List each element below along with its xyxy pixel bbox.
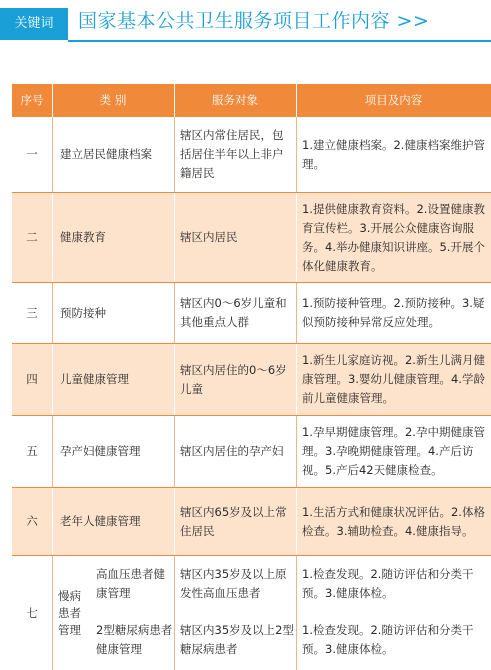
row-target: 辖区内居住的0～6岁儿童 xyxy=(180,362,287,396)
row-category: 慢病患者管理 xyxy=(58,588,81,637)
row-no: 三 xyxy=(26,305,38,320)
col-header-no: 序号 xyxy=(20,93,44,107)
row-content: 1.提供健康教育资料。2.设置健康教育宣传栏。3.开展公众健康咨询服务。4.举办健康知识讲座。5.开展个体化健康教育。 xyxy=(302,201,485,273)
row-target: 辖区内居民 xyxy=(180,230,238,244)
row-category: 预防接种 xyxy=(60,305,106,320)
row-no: 七 xyxy=(26,605,38,620)
sub-row-category: 高血压患者健康管理 xyxy=(96,567,165,600)
row-content: 1.新生儿家庭访视。2.新生儿满月健康管理。3.婴幼儿健康管理。4.学龄前儿童健康管理。 xyxy=(302,353,485,405)
sub-row-content: 1.检查发现。2.随访评估和分类干预。3.健康体检。 xyxy=(302,623,474,656)
row-target: 辖区内65岁及以上常住居民 xyxy=(180,504,287,538)
table-row xyxy=(12,488,491,555)
row-category: 孕产妇健康管理 xyxy=(60,444,141,458)
row-content: 1.孕早期健康管理。2.孕中期健康管理。3.孕晚期健康管理。4.产后访视。5.产后42天健康检查。 xyxy=(302,425,485,477)
sub-row xyxy=(94,612,491,668)
col-header-content: 项目及内容 xyxy=(364,93,423,107)
col-header-target: 服务对象 xyxy=(212,93,258,107)
row-target: 辖区内0～6岁儿童和其他重点人群 xyxy=(180,296,287,329)
table-row xyxy=(12,117,491,192)
sub-row-category: 2型糖尿病患者健康管理 xyxy=(96,623,173,656)
row-no: 二 xyxy=(26,230,38,244)
row-category: 老年人健康管理 xyxy=(60,514,141,528)
keyword-badge: 关键词 xyxy=(0,8,68,40)
row-category: 建立居民健康档案 xyxy=(60,147,152,161)
header-rule xyxy=(68,40,491,42)
row-no: 一 xyxy=(26,147,38,161)
row-no: 四 xyxy=(26,372,38,386)
table-row xyxy=(12,283,491,343)
row-no: 五 xyxy=(26,444,38,458)
row-category: 健康教育 xyxy=(60,230,106,244)
row-category: 儿童健康管理 xyxy=(60,372,129,386)
table-row-chronic xyxy=(12,556,491,670)
sub-row xyxy=(94,556,491,612)
table-row xyxy=(12,416,491,487)
page-title: 国家基本公共卫生服务项目工作内容 >> xyxy=(78,10,430,32)
col-header-category: 类 别 xyxy=(99,93,127,107)
sub-row-target: 辖区内35岁及以上2型糖尿病患者 xyxy=(180,623,294,656)
row-content: 1.生活方式和健康状况评估。2.体格检查。3.辅助检查。4.健康指导。 xyxy=(302,504,485,538)
row-content: 1.预防接种管理。2.预防接种。3.疑似预防接种异常反应处理。 xyxy=(302,296,485,329)
sub-row-content: 1.检查发现。2.随访评估和分类干预。3.健康体检。 xyxy=(302,567,474,600)
row-target: 辖区内居住的孕产妇 xyxy=(180,444,284,458)
row-target: 辖区内常住居民，包括居住半年以上非户籍居民 xyxy=(180,128,284,180)
page-header xyxy=(0,0,491,48)
table-header-row xyxy=(12,84,491,117)
table-row xyxy=(12,193,491,282)
table-row xyxy=(12,344,491,415)
row-no: 六 xyxy=(26,514,38,528)
sub-row-target: 辖区内35岁及以上原发性高血压患者 xyxy=(180,567,287,600)
row-content: 1.建立健康档案。2.健康档案维护管理。 xyxy=(302,137,485,171)
